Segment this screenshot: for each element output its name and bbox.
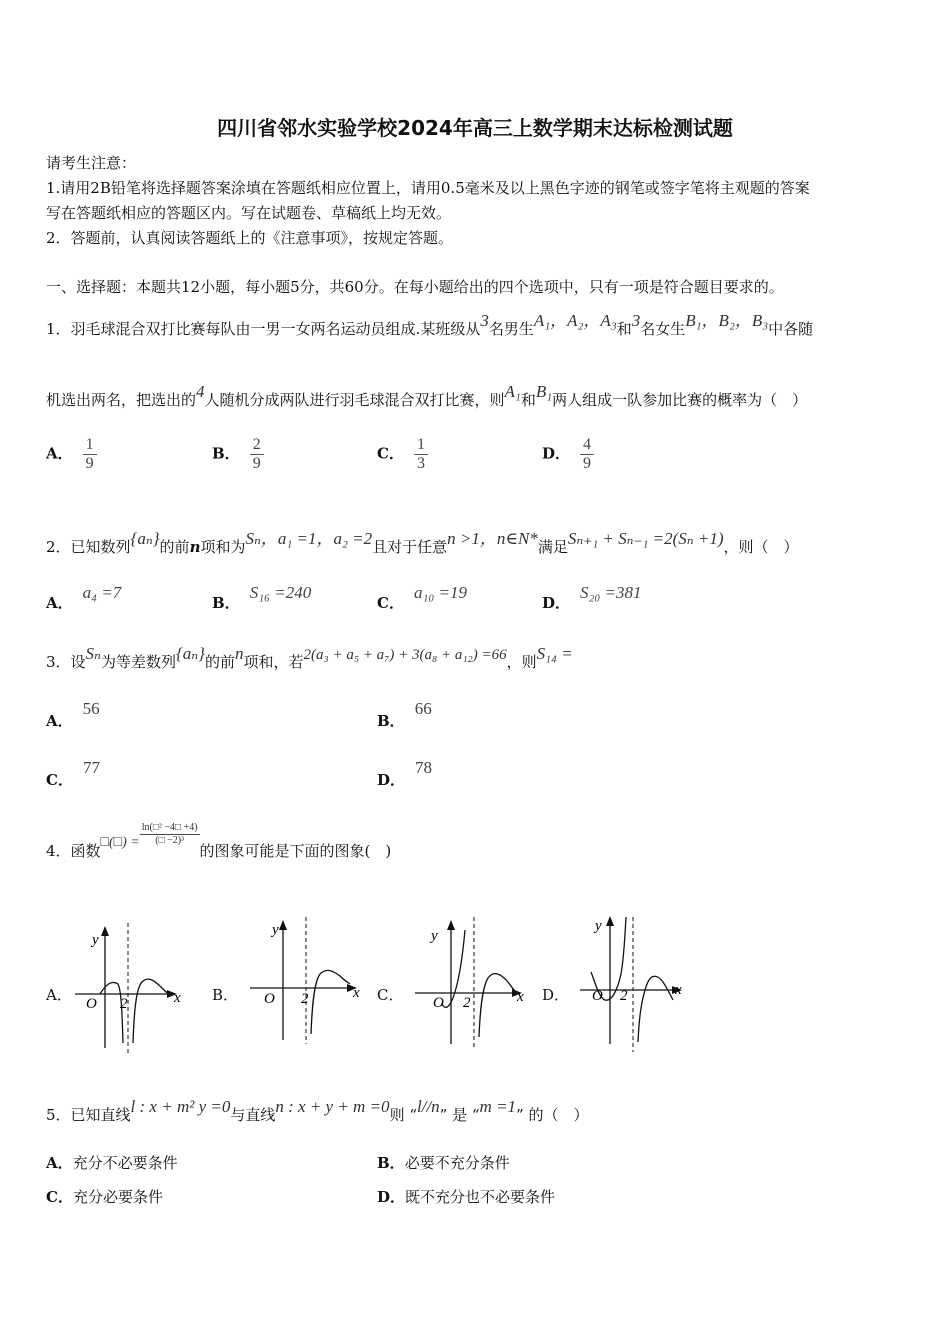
origin-label: O xyxy=(592,988,603,1004)
fraction-denominator: 9 xyxy=(583,455,592,472)
y-axis-label: y xyxy=(272,922,279,938)
option-label: B． xyxy=(212,594,240,612)
question-5-option-c[interactable] xyxy=(46,1186,163,1207)
function-fraction xyxy=(140,822,200,847)
question-4-text: 的图象可能是下面的图象( ) xyxy=(199,842,392,860)
question-2-option-a[interactable] xyxy=(46,583,122,613)
math-expr: S₁₄ = xyxy=(536,644,573,663)
tick-label: 2 xyxy=(620,988,628,1004)
question-5-stem xyxy=(46,1097,589,1125)
option-label: D． xyxy=(377,771,406,789)
option-label: A． xyxy=(46,444,73,463)
option-text: 既不充分也不必要条件 xyxy=(405,1188,556,1206)
question-3-text: 3．设 xyxy=(46,653,86,671)
math-expr: {aₙ} xyxy=(175,644,205,663)
math-expr: B₁，B₂，B₃ xyxy=(685,311,769,330)
option-label: D． xyxy=(542,444,571,463)
y-axis-label: y xyxy=(92,932,99,948)
option-value: 77 xyxy=(82,758,100,777)
question-2-option-b[interactable] xyxy=(212,583,312,613)
question-5-text: 则 “ xyxy=(389,1106,417,1124)
math-expr: m =1 xyxy=(479,1097,517,1116)
tick-label: 2 xyxy=(120,996,128,1012)
notice-item-1-line-2: 写在答题纸相应的答题区内。写在试题卷、草稿纸上均无效。 xyxy=(46,204,452,222)
option-label: A． xyxy=(46,712,73,730)
math-expr: B₁ xyxy=(535,382,553,401)
fraction-numerator: ln(□² −4□ +4) xyxy=(141,822,198,833)
question-1-option-b[interactable] xyxy=(212,436,264,473)
question-2-text: 2．已知数列 xyxy=(46,538,131,556)
graph-b[interactable] xyxy=(240,912,370,1052)
question-3-text: 为等差数列 xyxy=(100,653,176,671)
x-axis-label: x xyxy=(517,989,524,1005)
option-label: D． xyxy=(542,594,571,612)
question-2-option-d[interactable] xyxy=(542,583,642,613)
option-text: 充分必要条件 xyxy=(72,1188,163,1206)
math-expr: 2(a₃ + a₅ + a₇) + 3(a₈ + a₁₂) =66 xyxy=(303,647,507,663)
y-axis-arrow xyxy=(101,926,109,936)
math-expr: l//n xyxy=(417,1097,440,1116)
math-expr: l : x + m² y =0 xyxy=(130,1097,231,1116)
question-4-stem xyxy=(46,822,392,865)
question-5-option-d[interactable] xyxy=(377,1186,555,1207)
question-3-text: 项和，若 xyxy=(243,653,304,671)
math-expr: 3 xyxy=(480,311,489,330)
question-5-text: 与直线 xyxy=(230,1106,276,1124)
question-4-text: 4．函数 xyxy=(46,842,101,860)
option-value: a₁₀ =19 xyxy=(413,583,467,602)
question-1-text: 两人组成一队参加比赛的概率为（ ） xyxy=(552,391,808,409)
question-1-text: 名男生 xyxy=(488,320,534,338)
fraction-denominator: 9 xyxy=(85,455,94,472)
function-lhs: □(□) = xyxy=(100,835,140,850)
notice-heading: 请考生注意： xyxy=(46,154,137,172)
option-value: S₁₆ =240 xyxy=(249,583,312,602)
question-1-text: 和 xyxy=(616,320,632,338)
question-2-text: 项和为 xyxy=(200,538,246,556)
question-2-text: 的前 xyxy=(159,538,190,556)
fraction-numerator: 2 xyxy=(250,436,264,455)
option-fraction xyxy=(250,436,264,473)
option-text: 必要不充分条件 xyxy=(404,1154,510,1172)
fraction-numerator: 1 xyxy=(414,436,428,455)
question-1-option-a[interactable] xyxy=(46,436,97,473)
question-4-option-a-label[interactable]: A． xyxy=(46,986,72,1004)
question-1-option-d[interactable] xyxy=(542,436,594,473)
question-1-text: 人随机分成两队进行羽毛球混合双打比赛，则 xyxy=(204,391,505,409)
page-title: 四川省邻水实验学校2024年高三上数学期末达标检测试题 xyxy=(217,116,733,140)
math-expr: 4 xyxy=(196,382,205,401)
option-value: 66 xyxy=(414,699,432,718)
y-axis-label: y xyxy=(595,918,602,934)
option-label: B． xyxy=(377,1154,405,1172)
option-label: C． xyxy=(46,771,73,789)
question-3-option-a[interactable] xyxy=(46,699,100,731)
question-1-line-2 xyxy=(46,382,808,410)
y-axis-arrow xyxy=(606,916,614,926)
question-4-option-c-label[interactable]: C． xyxy=(377,986,404,1004)
math-expr: Sₙ xyxy=(85,644,101,663)
question-3-stem xyxy=(46,644,573,672)
graph-d[interactable] xyxy=(575,912,705,1057)
math-expr: n >1，n∈N* xyxy=(447,529,538,548)
question-3-option-b[interactable] xyxy=(377,699,432,731)
option-fraction xyxy=(83,436,97,473)
math-expr: {aₙ} xyxy=(130,529,160,548)
question-5-text: ” 是 “ xyxy=(439,1106,480,1124)
graph-c[interactable] xyxy=(405,912,535,1052)
question-2-option-c[interactable] xyxy=(377,583,467,613)
function-curve xyxy=(638,976,673,1042)
notice-item-2: 2．答题前，认真阅读答题纸上的《注意事项》，按规定答题。 xyxy=(46,229,454,247)
option-label: C． xyxy=(46,1188,73,1206)
question-1-text: 和 xyxy=(520,391,536,409)
graph-a[interactable] xyxy=(70,918,200,1058)
option-label: A． xyxy=(46,594,73,612)
math-expr: Sₙ₊₁ + Sₙ₋₁ =2(Sₙ +1) xyxy=(567,529,724,548)
question-2-text: ，则（ ） xyxy=(723,538,799,556)
math-var: n xyxy=(189,538,201,556)
option-fraction xyxy=(414,436,428,473)
function-curve xyxy=(479,974,515,1037)
question-1-line-1 xyxy=(46,311,814,339)
x-axis-label: x xyxy=(353,985,360,1001)
fraction-denominator: 9 xyxy=(252,455,261,472)
question-1-text: 1．羽毛球混合双打比赛每队由一男一女两名运动员组成.某班级从 xyxy=(46,320,481,338)
tick-label: 2 xyxy=(301,991,309,1007)
question-1-text: 机选出两名，把选出的 xyxy=(46,391,197,409)
math-expr: ，a₁ =1，a₂ =2 xyxy=(260,529,373,548)
option-value: 56 xyxy=(82,699,100,718)
question-4-option-d-label[interactable]: D． xyxy=(542,986,570,1004)
function-curve xyxy=(100,982,123,1043)
question-5-option-a[interactable] xyxy=(46,1152,178,1173)
notice-item-1-line-1: 1.请用2B铅笔将选择题答案涂填在答题纸相应位置上，请用0.5毫米及以上黑色字迹的钢笔或签字笔将主观题的答案 xyxy=(46,179,810,197)
question-5-option-b[interactable] xyxy=(377,1152,510,1173)
question-2-text: 且对于任意 xyxy=(372,538,448,556)
option-text: 充分不必要条件 xyxy=(72,1154,178,1172)
question-3-option-d[interactable] xyxy=(377,758,433,790)
fraction-numerator: 4 xyxy=(580,436,594,455)
option-label: B． xyxy=(212,444,240,463)
option-value: a₄ =7 xyxy=(82,583,122,602)
math-expr: 3 xyxy=(631,311,641,330)
option-fraction xyxy=(580,436,594,473)
y-axis-label: y xyxy=(431,928,438,944)
option-value: 78 xyxy=(415,758,433,777)
fraction-denominator: (□ −2)³ xyxy=(155,835,185,846)
question-3-text: ，则 xyxy=(506,653,537,671)
y-axis-arrow xyxy=(279,920,287,930)
option-label: D． xyxy=(377,1188,406,1206)
option-label: B． xyxy=(377,712,405,730)
function-curve xyxy=(133,979,170,1043)
option-label: C． xyxy=(377,594,404,612)
question-4-option-b-label[interactable]: B． xyxy=(212,986,239,1004)
option-value: S₂₀ =381 xyxy=(580,583,642,602)
x-axis-label: x xyxy=(174,990,181,1006)
section-heading: 一、选择题：本题共12小题，每小题5分，共60分。在每小题给出的四个选项中，只有一项是符合题目要求的。 xyxy=(46,278,784,296)
origin-label: O xyxy=(433,995,444,1011)
option-label: A． xyxy=(46,1154,73,1172)
x-axis-label: x xyxy=(675,982,682,998)
question-1-text: 名女生 xyxy=(640,320,686,338)
question-3-option-c[interactable] xyxy=(46,758,100,790)
fraction-denominator: 3 xyxy=(416,455,425,472)
math-expr: A₁，A₂，A₃ xyxy=(533,311,617,330)
math-expr: A₁ xyxy=(504,382,521,401)
question-5-text: ” 的（ ） xyxy=(516,1106,589,1124)
math-expr: n : x + y + m =0 xyxy=(275,1097,390,1116)
math-expr: Sₙ xyxy=(245,529,261,548)
fraction-numerator: 1 xyxy=(83,436,97,455)
question-5-text: 5．已知直线 xyxy=(46,1106,131,1124)
question-2-stem xyxy=(46,529,799,557)
origin-label: O xyxy=(264,991,275,1007)
option-label: C． xyxy=(377,444,404,463)
question-3-text: 的前 xyxy=(204,653,235,671)
question-1-text: 中各随 xyxy=(768,320,814,338)
function-curve xyxy=(442,930,465,1007)
y-axis-arrow xyxy=(447,920,455,930)
math-expr: n xyxy=(234,644,244,663)
tick-label: 2 xyxy=(463,995,471,1011)
function-curve xyxy=(311,970,350,1034)
origin-label: O xyxy=(86,996,97,1012)
question-1-option-c[interactable] xyxy=(377,436,428,473)
question-2-text: 满足 xyxy=(537,538,568,556)
